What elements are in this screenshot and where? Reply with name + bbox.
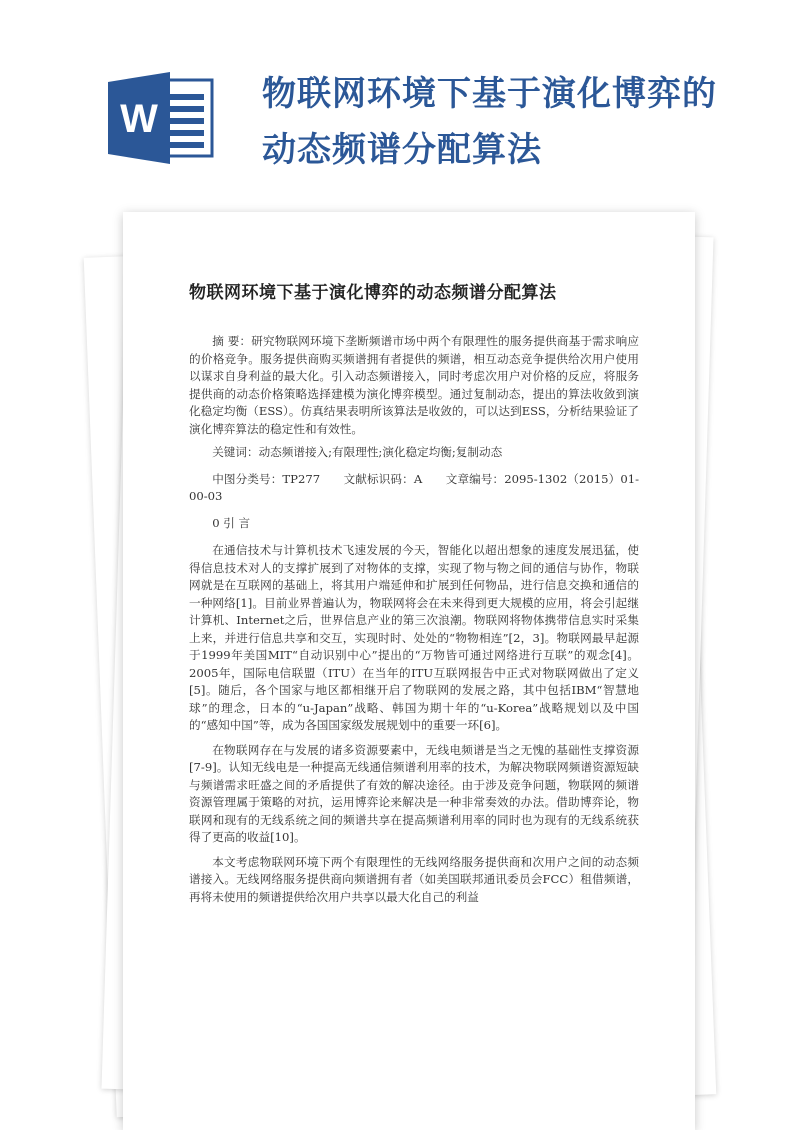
document-page: [123, 212, 695, 1130]
section-heading: 0 引 言: [212, 515, 251, 530]
header: [0, 0, 800, 210]
body-paragraph-2: 在物联网存在与发展的诸多资源要素中，无线电频谱是当之无愧的基础性支撑资源[7-9]。认知无线电是一种提高无线通信频谱利用率的技术，为解决物联网频谱资源短缺与频谱需求旺盛之间的矛盾提供了有效的解决途径。由于涉及竞争问题，物联网的频谱资源管理属于策略的对抗，运用博弈论来解决是一种非常奏效的办法。借助博弈论，物联网和现有的无线系统之间的频谱共享在提高频谱利用率的同时也为现有的无线系统获得了更高的收益[10]。: [189, 742, 639, 844]
header-title: 物联网环境下基于演化博弈的动态频谱分配算法: [262, 74, 717, 170]
document-title: 物联网环境下基于演化博弈的动态频谱分配算法: [189, 283, 557, 303]
classification-info: 中图分类号：TP277 文献标识码：A 文章编号：2095-1302（2015）01-00-03: [189, 471, 639, 503]
keywords: 关键词：动态频谱接入;有限理性;演化稳定均衡;复制动态: [212, 445, 503, 459]
word-icon-letter: W: [120, 97, 158, 141]
body-paragraph-3: 本文考虑物联网环境下两个有限理性的无线网络服务提供商和次用户之间的动态频谱接入。无线网络服务提供商向频谱拥有者（如美国联邦通讯委员会FCC）租借频谱，再将未使用的频谱提供给次用户共享以最大化自己的利益: [189, 854, 639, 904]
abstract: 摘 要：研究物联网环境下垄断频谱市场中两个有限理性的服务提供商基于需求响应的价格竞争。服务提供商购买频谱拥有者提供的频谱，相互动态竞争提供给次用户使用以谋求自身利益的最大化。引入动态频谱接入，同时考虑次用户对价格的反应，将服务提供商的动态价格策略选择建模为演化博弈模型。通过复制动态，提出的算法收敛到演化稳定均衡（ESS）。仿真结果表明所该算法是收敛的，可以达到ESS，分析结果验证了演化博弈算法的稳定性和有效性。: [189, 334, 639, 436]
word-document-icon: [108, 72, 218, 164]
page-content: [189, 278, 639, 913]
body-paragraph-1: 在通信技术与计算机技术飞速发展的今天，智能化以超出想象的速度发展迅猛，使得信息技术对人的支撑扩展到了对物体的支撑，实现了物与物之间的通信与协作，物联网就是在互联网的基础上，将其用户端延伸和扩展到任何物品，进行信息交换和通信的一种网络[1]。目前业界普遍认为，物联网将会在未来得到更大规模的应用，将会引起继计算机、Internet之后，世界信息产业的第三次浪潮。物联网将物体携带信息实时采集上来，并进行信息共享和交互，实现时时、处处的“物物相连”[2，3]。物联网最早起源于1999年美国MIT“自动识别中心”提出的“万物皆可通过网络进行互联”的观念[4]。2005年，国际电信联盟（ITU）在当年的ITU互联网报告中正式对物联网做出了定义[5]。随后，各个国家与地区都相继开启了物联网的发展之路，其中包括IBM“智慧地球”的理念，日本的“u-Japan”战略、韩国为期十年的“u-Korea”战略规划以及中国的“感知中国”等，成为各国国家级发展规划中的重要一环[6]。: [189, 543, 639, 732]
